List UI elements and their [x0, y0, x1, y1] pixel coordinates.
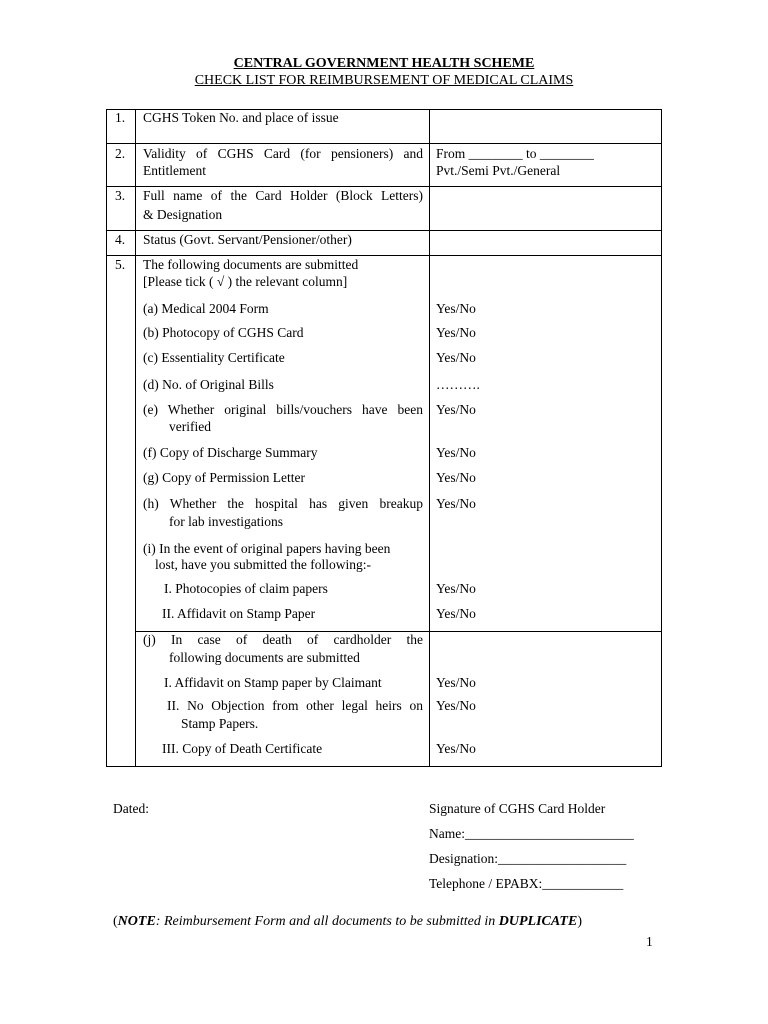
- list-item: for lab investigations: [169, 514, 283, 529]
- page-title: CENTRAL GOVERNMENT HEALTH SCHEME: [233, 56, 535, 71]
- yes-no-value: Yes/No: [436, 581, 476, 596]
- signature-label: Signature of CGHS Card Holder: [429, 801, 606, 816]
- designation-field: Designation:___________________: [429, 851, 627, 866]
- list-item: (c) Essentiality Certificate: [143, 350, 285, 365]
- list-item: (e) Whether original bills/vouchers have been: [143, 402, 423, 417]
- bill-count-value: ……….: [436, 377, 480, 392]
- yes-no-value: Yes/No: [436, 470, 476, 485]
- row-label: Full name of the Card Holder (Block Letters): [143, 188, 423, 203]
- yes-no-value: Yes/No: [436, 496, 476, 511]
- list-item: (g) Copy of Permission Letter: [143, 470, 305, 485]
- yes-no-value: Yes/No: [436, 350, 476, 365]
- dated-label: Dated:: [113, 801, 149, 816]
- note-emphasis: DUPLICATE: [498, 914, 578, 929]
- list-item: verified: [169, 419, 211, 434]
- note-open: (: [113, 914, 118, 929]
- row-label: Entitlement: [143, 163, 206, 178]
- row-label: & Designation: [143, 207, 223, 222]
- row-label: CGHS Token No. and place of issue: [143, 110, 339, 125]
- list-item: (d) No. of Original Bills: [143, 377, 274, 392]
- note: [113, 914, 582, 930]
- sub-item: I. Affidavit on Stamp paper by Claimant: [164, 675, 382, 690]
- page-number: 1: [646, 934, 653, 949]
- yes-no-value: Yes/No: [436, 445, 476, 460]
- list-item: (a) Medical 2004 Form: [143, 301, 269, 316]
- list-item: (f) Copy of Discharge Summary: [143, 445, 318, 460]
- name-field: Name:_________________________: [429, 826, 634, 841]
- row-divider: [107, 186, 661, 187]
- yes-no-value: Yes/No: [436, 675, 476, 690]
- checklist-table: [106, 109, 662, 767]
- list-item: (i) In the event of original papers having been: [143, 541, 391, 556]
- yes-no-value: Yes/No: [436, 741, 476, 756]
- list-item: (j) In case of death of cardholder the: [143, 632, 423, 647]
- sub-item: I. Photocopies of claim papers: [164, 581, 328, 596]
- column-divider-number: [135, 110, 136, 766]
- yes-no-value: Yes/No: [436, 402, 476, 417]
- row-divider: [107, 255, 661, 256]
- list-item: (h) Whether the hospital has given breakup: [143, 496, 423, 511]
- telephone-field: Telephone / EPABX:____________: [429, 876, 624, 891]
- row-number: 2.: [115, 146, 126, 161]
- row-number: 1.: [115, 110, 126, 125]
- validity-range: From ________ to ________: [436, 146, 594, 161]
- note-text: : Reimbursement Form and all documents to be submitted in: [155, 914, 499, 929]
- row-label: Status (Govt. Servant/Pensioner/other): [143, 232, 352, 247]
- yes-no-value: Yes/No: [436, 325, 476, 340]
- row-divider: [107, 230, 661, 231]
- yes-no-value: Yes/No: [436, 606, 476, 621]
- row-divider: [107, 143, 661, 144]
- row-number: 4.: [115, 232, 126, 247]
- list-item: following documents are submitted: [169, 650, 360, 665]
- entitlement-options: Pvt./Semi Pvt./General: [436, 163, 561, 178]
- row-number: 5.: [115, 257, 126, 272]
- sub-item: III. Copy of Death Certificate: [162, 741, 323, 756]
- row-label: Validity of CGHS Card (for pensioners) and: [143, 146, 423, 161]
- row-label: The following documents are submitted: [143, 257, 359, 272]
- sub-item: II. No Objection from other legal heirs on: [167, 698, 423, 713]
- note-label: NOTE: [117, 914, 156, 929]
- sub-item: Stamp Papers.: [181, 716, 259, 731]
- column-divider-value: [429, 110, 430, 766]
- note-close: ): [577, 914, 582, 929]
- yes-no-value: Yes/No: [436, 301, 476, 316]
- list-item: lost, have you submitted the following:-: [155, 557, 371, 572]
- list-item: (b) Photocopy of CGHS Card: [143, 325, 304, 340]
- sub-item: II. Affidavit on Stamp Paper: [162, 606, 316, 621]
- row-number: 3.: [115, 188, 126, 203]
- yes-no-value: Yes/No: [436, 698, 476, 713]
- page-subtitle: CHECK LIST FOR REIMBURSEMENT OF MEDICAL CLAIMS: [194, 73, 574, 88]
- row-label: [Please tick ( √ ) the relevant column]: [143, 274, 348, 289]
